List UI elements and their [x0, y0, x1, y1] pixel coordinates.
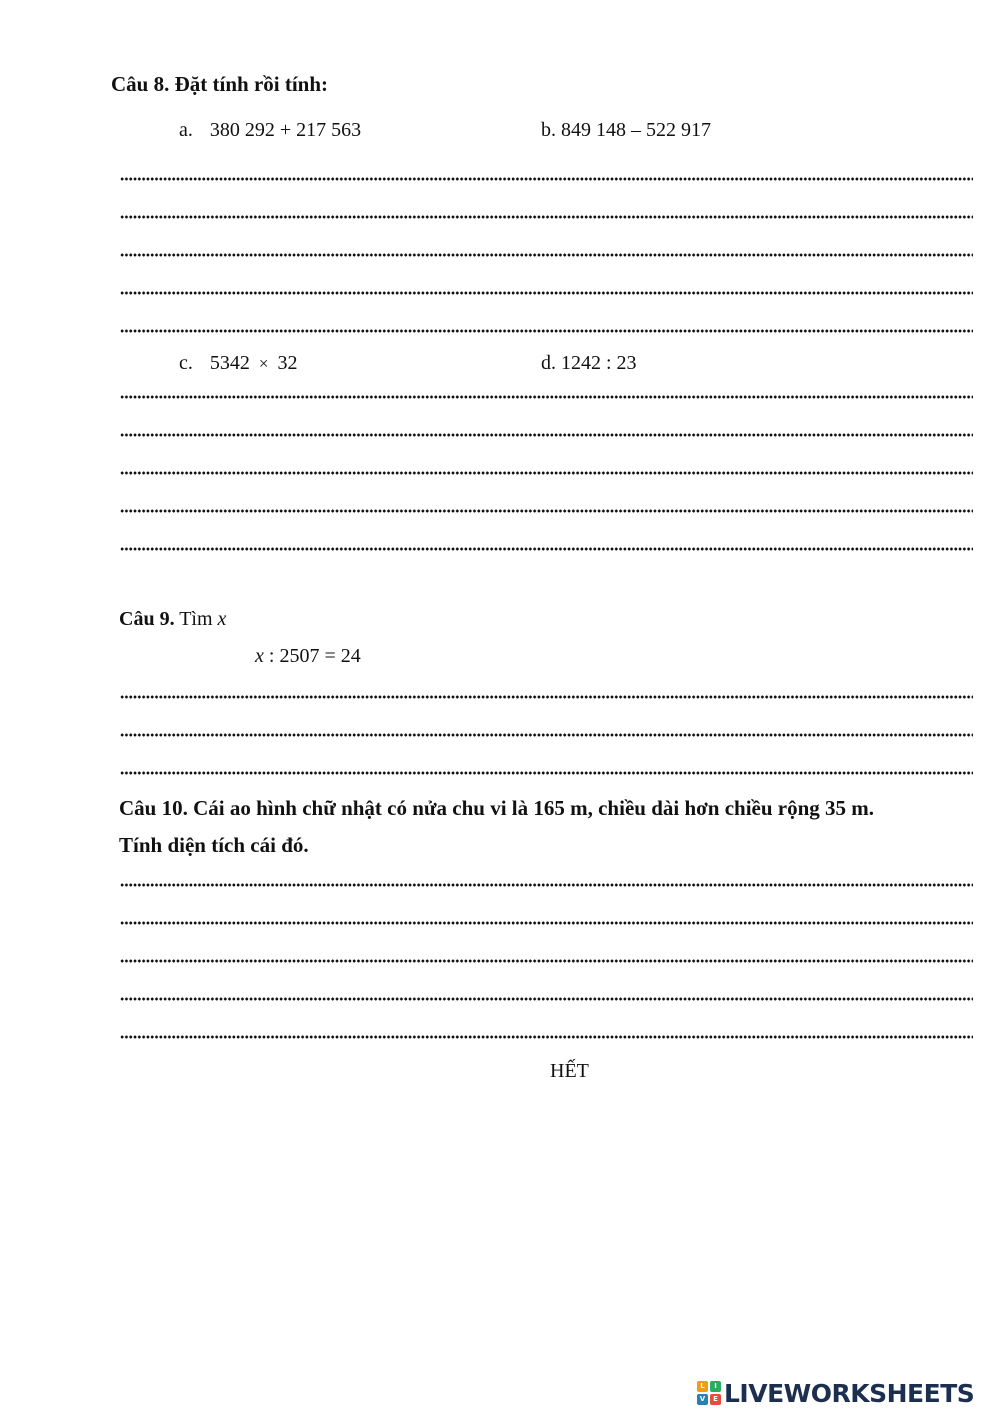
answer-line[interactable]: [120, 921, 973, 925]
logo-mark-letter: V: [697, 1394, 708, 1405]
question-10-line-1: Câu 10. Cái ao hình chữ nhật có nửa chu vi là 165 m, chiều dài hơn chiều rộng 35 m.: [119, 796, 875, 820]
answer-line[interactable]: [120, 771, 973, 775]
q9-variable: x: [217, 608, 227, 630]
logo-mark-letter: E: [710, 1394, 721, 1405]
q8-item-a: [179, 119, 361, 142]
liveworksheets-logo: [697, 1377, 974, 1409]
question-8-title: Câu 8. Đặt tính rồi tính:: [111, 72, 329, 96]
q8-c-label: c.: [179, 352, 193, 374]
q9-label: Câu 9.: [119, 608, 175, 630]
logo-mark-letter: L: [697, 1381, 708, 1392]
answer-line[interactable]: [120, 733, 973, 737]
q9-equation: [255, 645, 361, 668]
liveworksheets-logo-icon: [697, 1381, 721, 1405]
answer-line[interactable]: [120, 509, 973, 513]
question-10-line-2: Tính diện tích cái đó.: [119, 833, 309, 857]
answer-line[interactable]: [120, 395, 973, 399]
q8-b-expression: b. 849 148 – 522 917: [541, 119, 711, 141]
answer-line[interactable]: [120, 959, 973, 963]
q9-equation-variable: x: [255, 645, 264, 667]
answer-line[interactable]: [120, 883, 973, 887]
answer-line[interactable]: [120, 471, 973, 475]
question-9-title: [119, 608, 226, 631]
answer-line[interactable]: [120, 433, 973, 437]
q8-a-label: a.: [179, 119, 193, 141]
answer-line[interactable]: [120, 215, 973, 219]
answer-line[interactable]: [120, 253, 973, 257]
answer-line[interactable]: [120, 547, 973, 551]
end-marker: HẾT: [550, 1060, 589, 1082]
q8-c-operand-1: 5342: [209, 352, 250, 374]
q8-d-expression: d. 1242 : 23: [541, 352, 637, 374]
q8-item-c: [179, 352, 297, 375]
answer-line[interactable]: [120, 329, 973, 333]
multiply-sign: ×: [258, 354, 269, 373]
q8-c-operand-2: 32: [277, 352, 298, 374]
answer-line[interactable]: [120, 997, 973, 1001]
liveworksheets-logo-text: LIVEWORKSHEETS: [724, 1378, 975, 1408]
answer-line[interactable]: [120, 695, 973, 699]
logo-mark-letter: I: [710, 1381, 721, 1392]
q9-instruction: Tìm: [174, 608, 218, 630]
q9-equation-rest: : 2507 = 24: [263, 645, 361, 667]
answer-line[interactable]: [120, 177, 973, 181]
answer-line[interactable]: [120, 1035, 973, 1039]
answer-line[interactable]: [120, 291, 973, 295]
q8-a-expression: 380 292 + 217 563: [209, 119, 362, 141]
